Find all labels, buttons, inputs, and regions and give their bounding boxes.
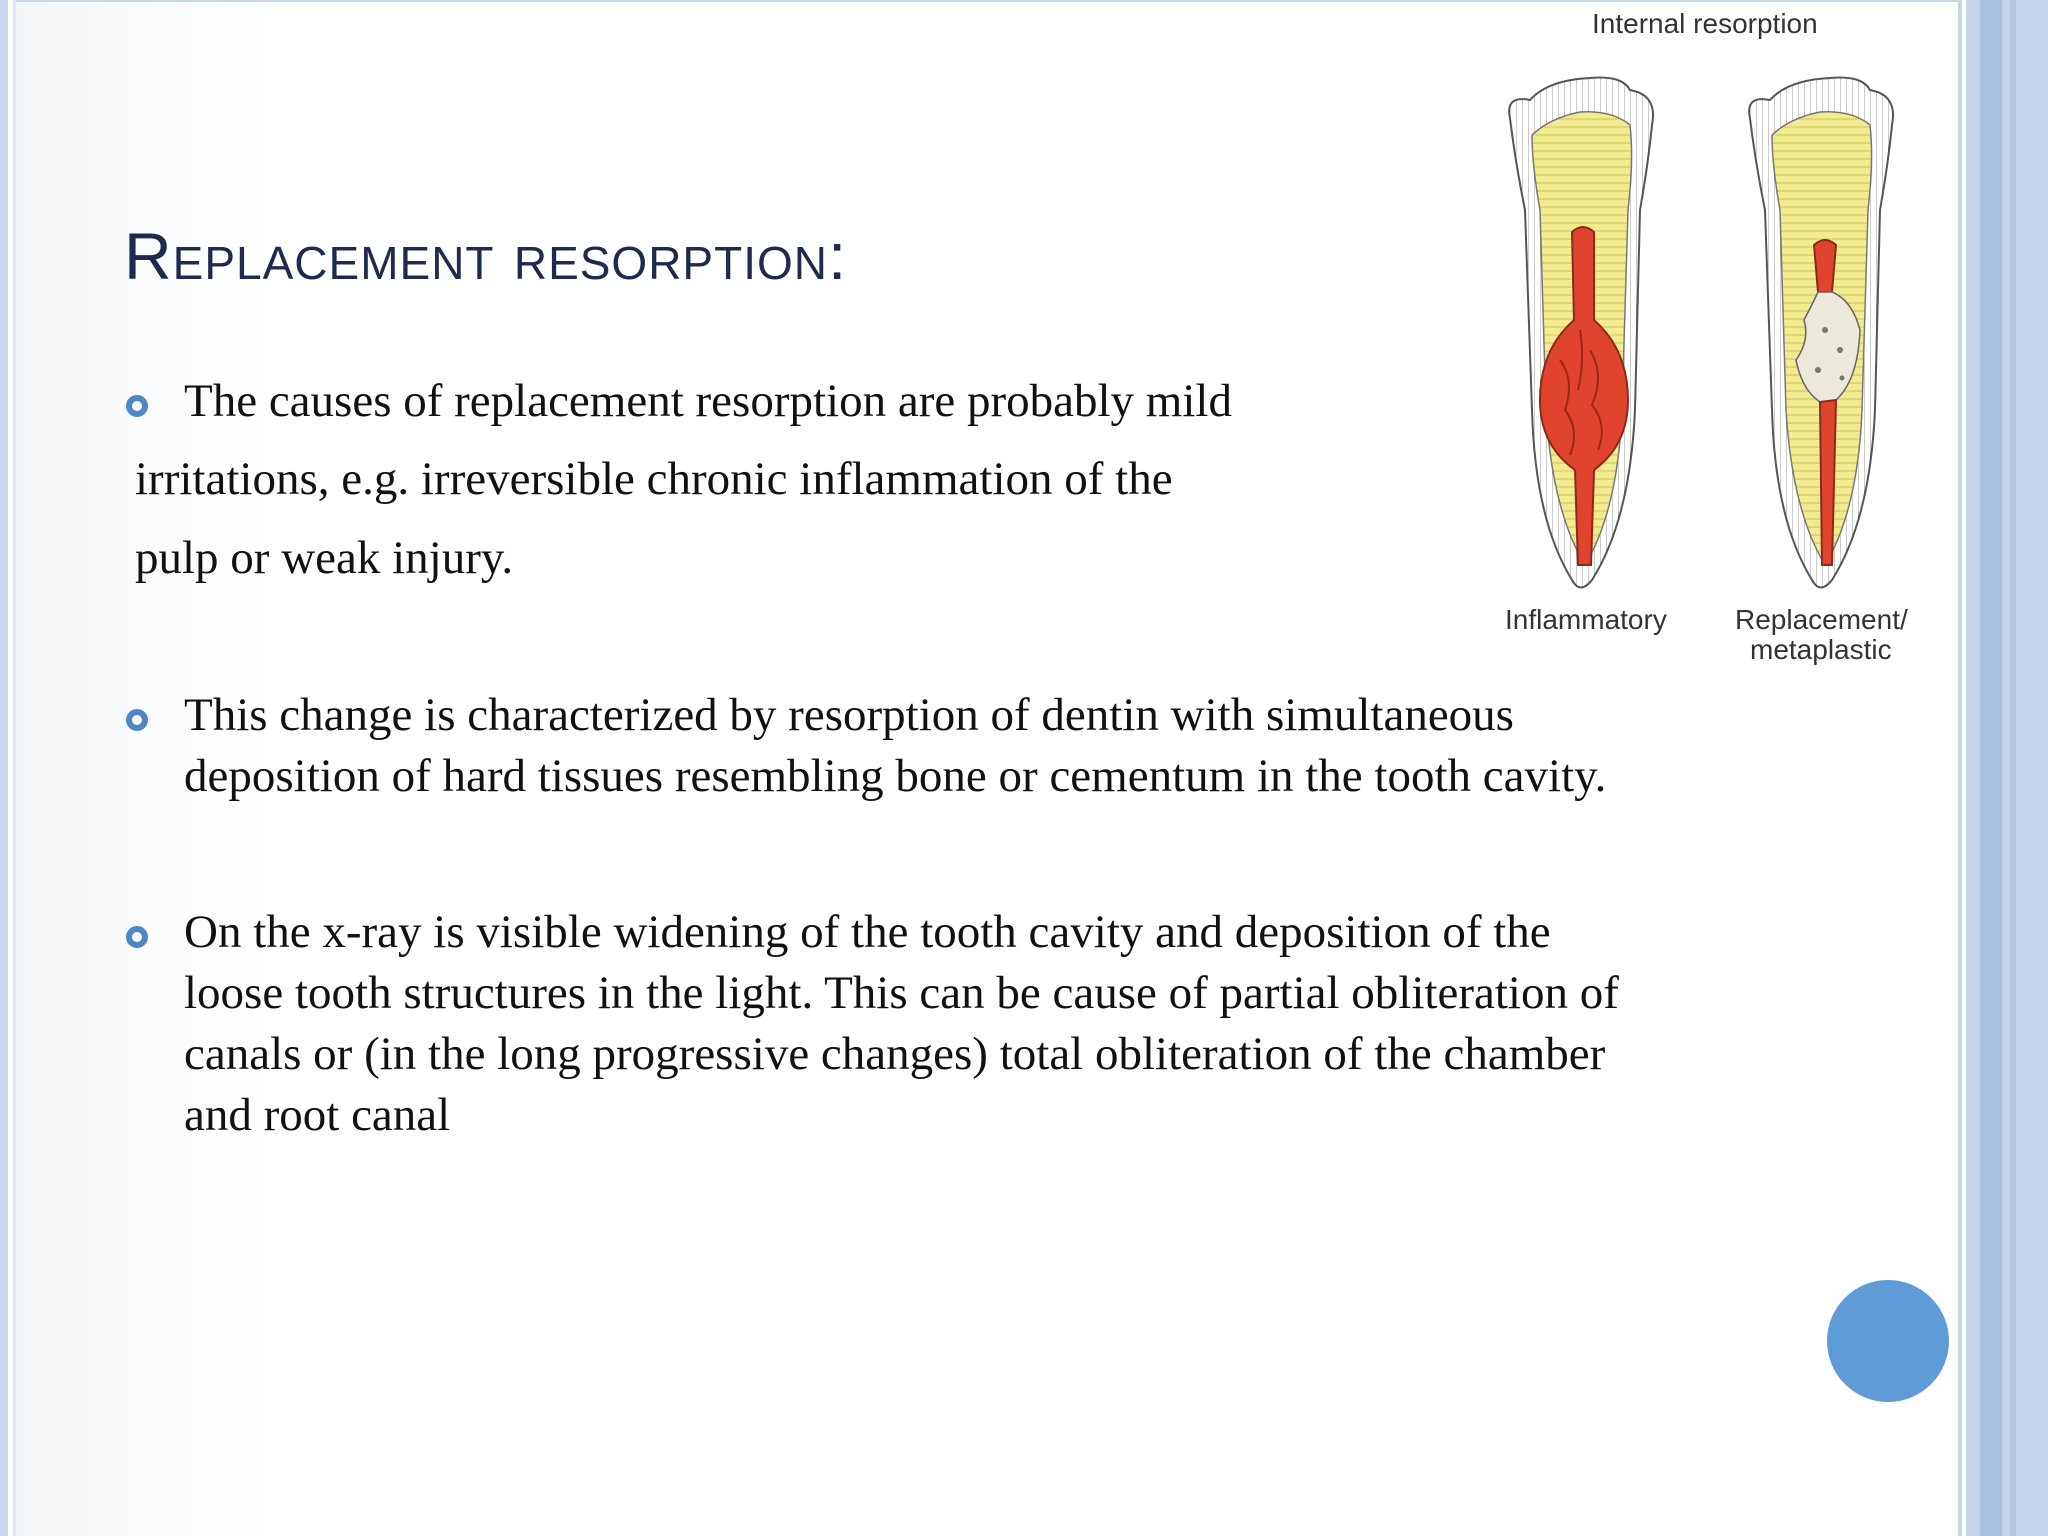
internal-resorption-figure [1480,0,1950,680]
slide-border-right-line [1958,0,1962,1536]
bullet-3-line-4: and root canal [184,1089,451,1141]
bullet-marker-3 [126,926,148,948]
bullet-marker-1 [126,395,148,417]
figure-heading: Internal resorption [1592,8,1818,39]
slide-border-right-stripe-2 [2010,0,2016,1536]
inflammatory-tooth [1509,78,1653,588]
bullet-3-line-1: On the x-ray is visible widening of the tooth cavity and deposition of the [184,906,1551,958]
figure-label-inflammatory: Inflammatory [1505,604,1667,635]
bullet-2-line-1: This change is characterized by resorption of dentin with simultaneous [184,689,1514,741]
bullet-1-line-1: The causes of replacement resorption are probably mild [184,375,1232,427]
slide-border-right [1966,0,2048,1536]
slide-border-right-stripe [1980,0,2002,1536]
bullet-2-line-2: deposition of hard tissues resembling bone or cementum in the tooth cavity. [184,750,1607,802]
slide-border-left [0,0,8,1536]
figure-label-replacement-line-1: Replacement/ [1735,604,1908,635]
slide-nav-circle[interactable] [1827,1280,1949,1402]
figure-label-replacement-line-2: metaplastic [1750,634,1892,665]
bullet-1-line-2: irritations, e.g. irreversible chronic inflammation of the [135,453,1173,505]
slide-title: Replacement resorption: [124,219,848,293]
bullet-3-line-2: loose tooth structures in the light. This can be cause of partial obliteration of [184,967,1619,1019]
bullet-marker-2 [126,709,148,731]
bullet-1-line-3: pulp or weak injury. [135,532,514,584]
bullet-3-line-3: canals or (in the long progressive changes) total obliteration of the chamber [184,1028,1606,1080]
tooth-diagrams [1480,0,1950,600]
replacement-tooth [1749,78,1893,588]
